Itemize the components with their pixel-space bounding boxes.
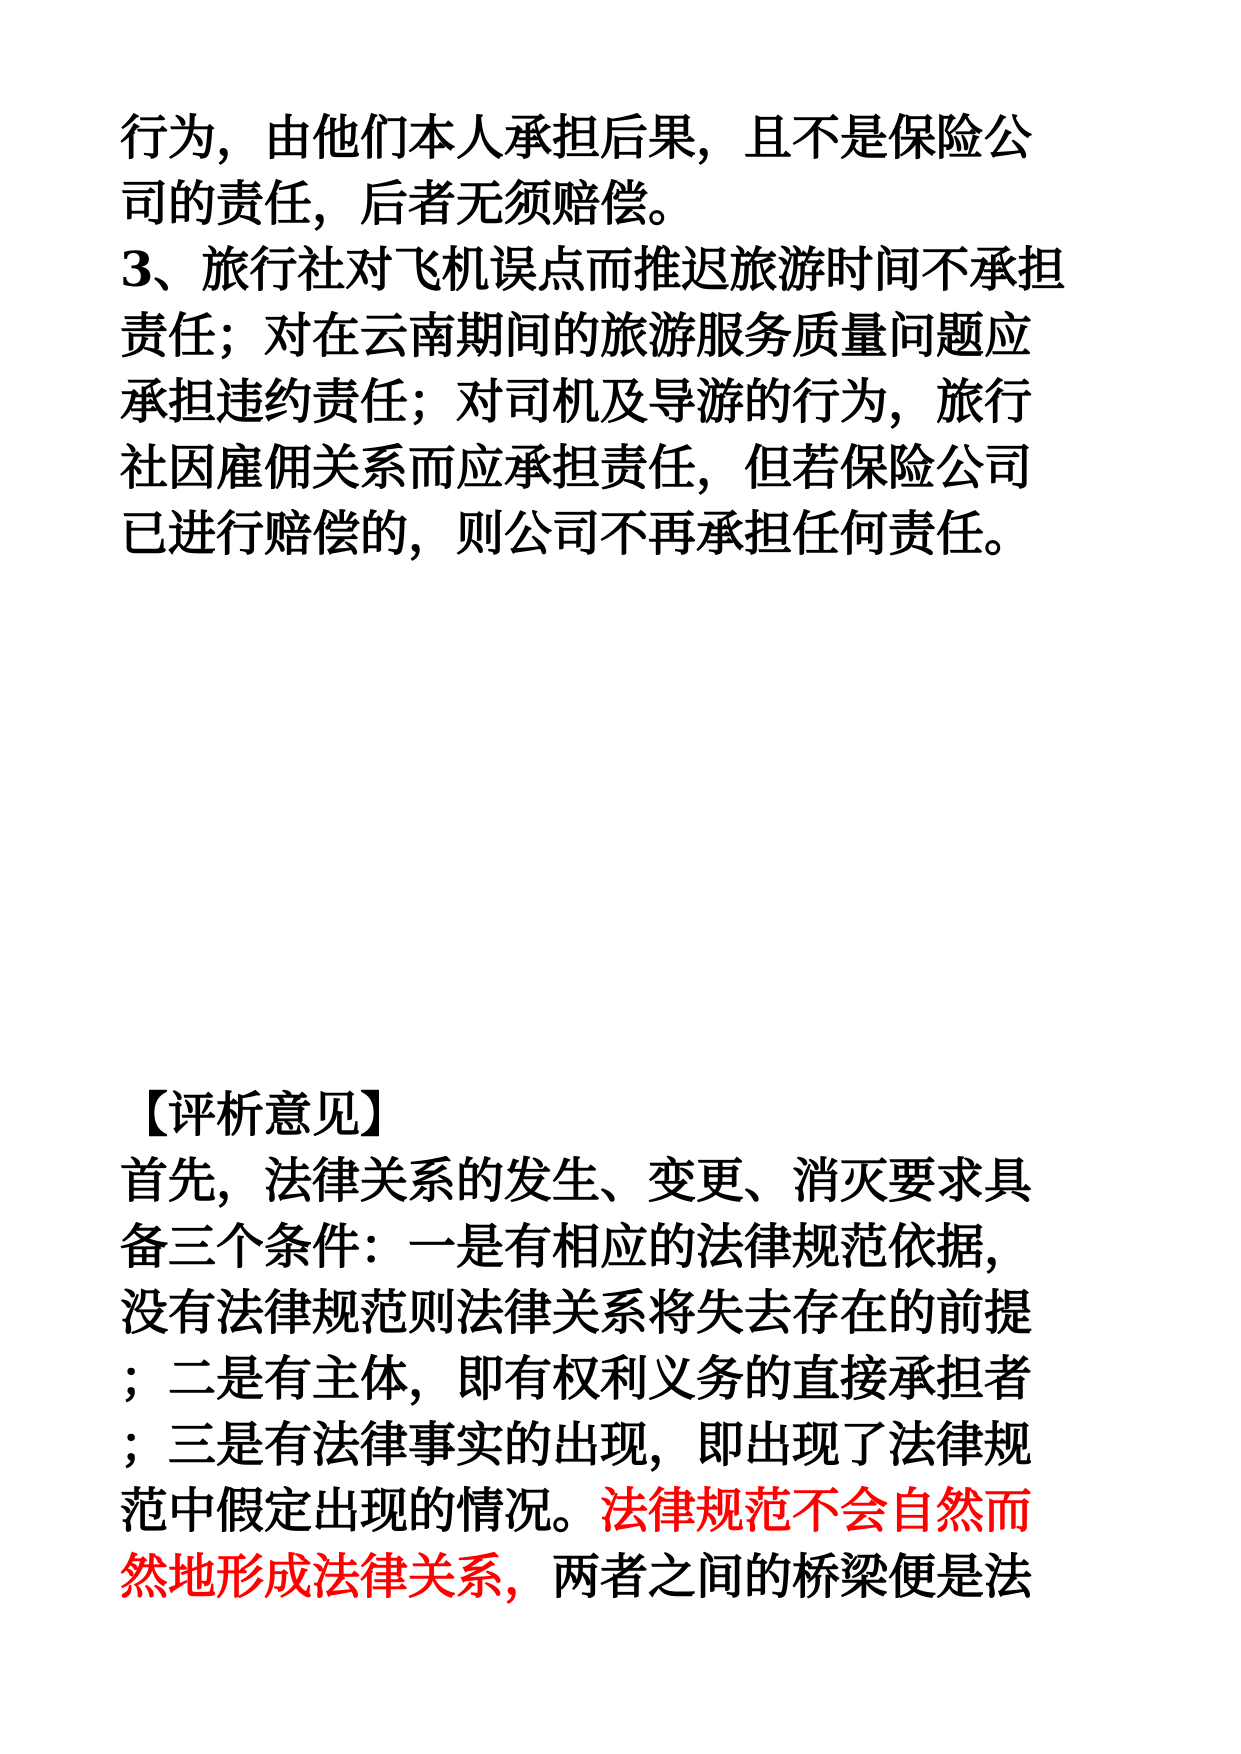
text-line: 行为，由他们本人承担后果，且不是保险公 xyxy=(120,110,1033,166)
answer-paragraph xyxy=(120,105,1120,567)
text-line: 社因雇佣关系而应承担责任，但若保险公司 xyxy=(120,440,1033,496)
highlighted-text: 然地形成法律关系， xyxy=(120,1549,553,1605)
text-line: 责任；对在云南期间的旅游服务质量问题应 xyxy=(120,308,1033,364)
text-line: 已进行赔偿的，则公司不再承担任何责任。 xyxy=(120,506,1033,562)
text-line: 备三个条件：一是有相应的法律规范依据， xyxy=(120,1219,1033,1275)
text-line: 3、旅行社对飞机误点而推迟旅游时间不承担 xyxy=(120,242,1066,298)
text-line: ；三是有法律事实的出现，即出现了法律规 xyxy=(120,1417,1033,1473)
plain-text: 两者之间的桥梁便是法 xyxy=(552,1549,1033,1605)
text-line: 承担违约责任；对司机及导游的行为，旅行 xyxy=(120,374,1033,430)
section-heading: 【评析意见】 xyxy=(120,1087,409,1143)
text-line: 司的责任，后者无须赔偿。 xyxy=(120,176,697,232)
text-line: 没有法律规范则法律关系将失去存在的前提 xyxy=(120,1285,1033,1341)
highlighted-text: 法律规范不会自然而 xyxy=(600,1483,1033,1539)
text-line xyxy=(120,1544,1120,1610)
text-line xyxy=(120,1478,1120,1544)
text-line: 首先，法律关系的发生、变更、消灭要求具 xyxy=(120,1153,1033,1209)
text-line: ；二是有主体，即有权利义务的直接承担者 xyxy=(120,1351,1033,1407)
plain-text: 范中假定出现的情况。 xyxy=(120,1483,601,1539)
analysis-section xyxy=(120,1082,1120,1610)
